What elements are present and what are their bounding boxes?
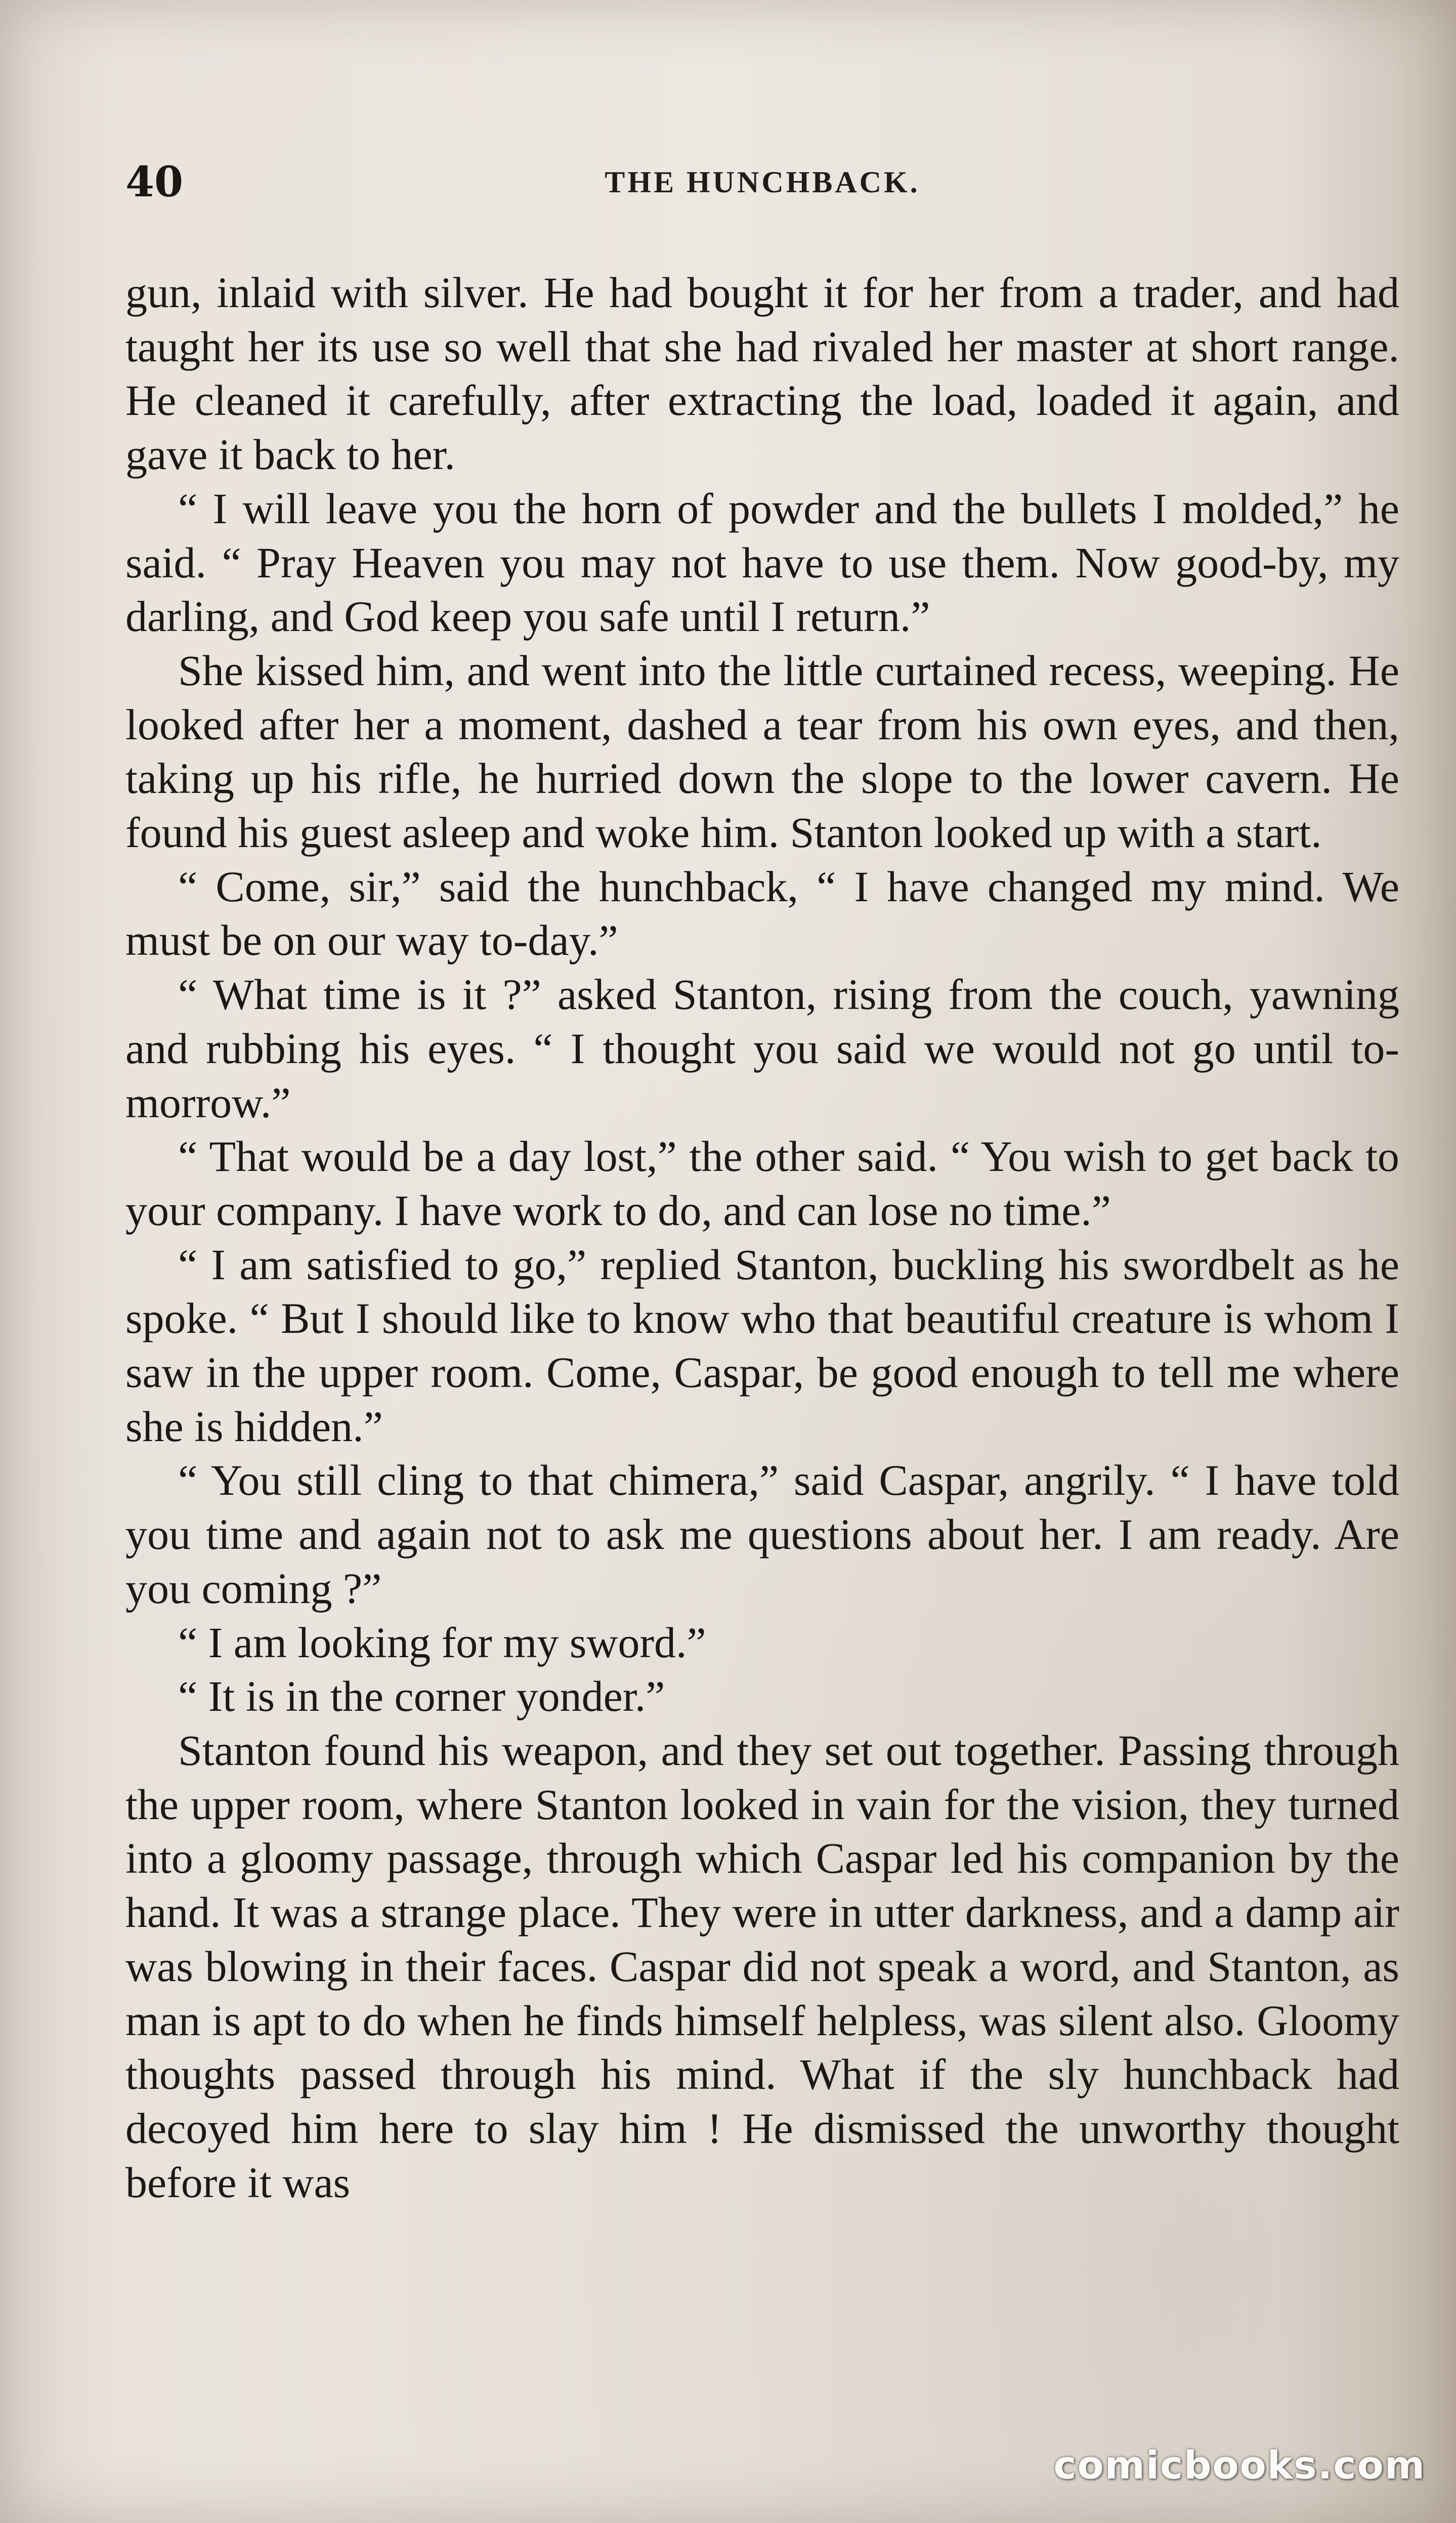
paragraph: “ Come, sir,” said the hunchback, “ I have changed my mind. We must be on our way to-day.” <box>125 862 1399 965</box>
paragraph: Stanton found his weapon, and they set out together. Passing through the upper room, where Stanton looked in vain for the vision, they turned into a gloomy passage, through which Caspar led his companion by the hand. It was a strange place. They were in utter darkness, and a damp air was blowing in their faces. Caspar did not speak a word, and Stanton, as man is apt to do when he finds himself helpless, was silent also. Gloomy thoughts passed through his mind. What if the sly hunchback had decoyed him here to slay him ! He dismissed the unworthy thought before it was <box>125 1726 1399 2207</box>
paragraph: “ That would be a day lost,” the other said. “ You wish to get back to your company. I have work to do, and can lose no time.” <box>125 1132 1399 1235</box>
paragraph: “ I will leave you the horn of powder and the bullets I molded,” he said. “ Pray Heaven you may not have to use them. Now good-by, my darling, and God keep you safe until I return.” <box>125 484 1399 641</box>
paragraph: “ I am satisfied to go,” replied Stanton, buckling his swordbelt as he spoke. “ But I should like to know who that beautiful creature is whom I saw in the upper room. Come, Caspar, be good enough to tell me where she is hidden.” <box>125 1240 1399 1451</box>
paragraph: gun, inlaid with silver. He had bought it for her from a trader, and had taught her its use so well that she had rivaled her master at short range. He cleaned it carefully, after extracting the load, loaded it again, and gave it back to her. <box>125 268 1399 479</box>
page-number: 40 <box>125 158 184 206</box>
paragraph: “ You still cling to that chimera,” said Caspar, angrily. “ I have told you time and again not to ask me questions about her. I am ready. Are you coming ?” <box>125 1456 1399 1613</box>
body-text <box>125 266 1399 2209</box>
paragraph: “ I am looking for my sword.” <box>178 1618 706 1667</box>
watermark: comicbooks.com <box>1053 2443 1426 2488</box>
paragraph: “ It is in the corner yonder.” <box>178 1672 665 1721</box>
page-header <box>125 152 1399 213</box>
running-head: THE HUNCHBACK. <box>605 165 920 199</box>
paragraph: She kissed him, and went into the little curtained recess, weeping. He looked after her a moment, dashed a tear from his own eyes, and then, taking up his rifle, he hurried down the slope to the lower cavern. He found his guest asleep and woke him. Stanton looked up with a start. <box>125 646 1399 857</box>
paragraph: “ What time is it ?” asked Stanton, rising from the couch, yawning and rubbing his eyes. “ I thought you said we would not go until to-morrow.” <box>125 970 1399 1127</box>
